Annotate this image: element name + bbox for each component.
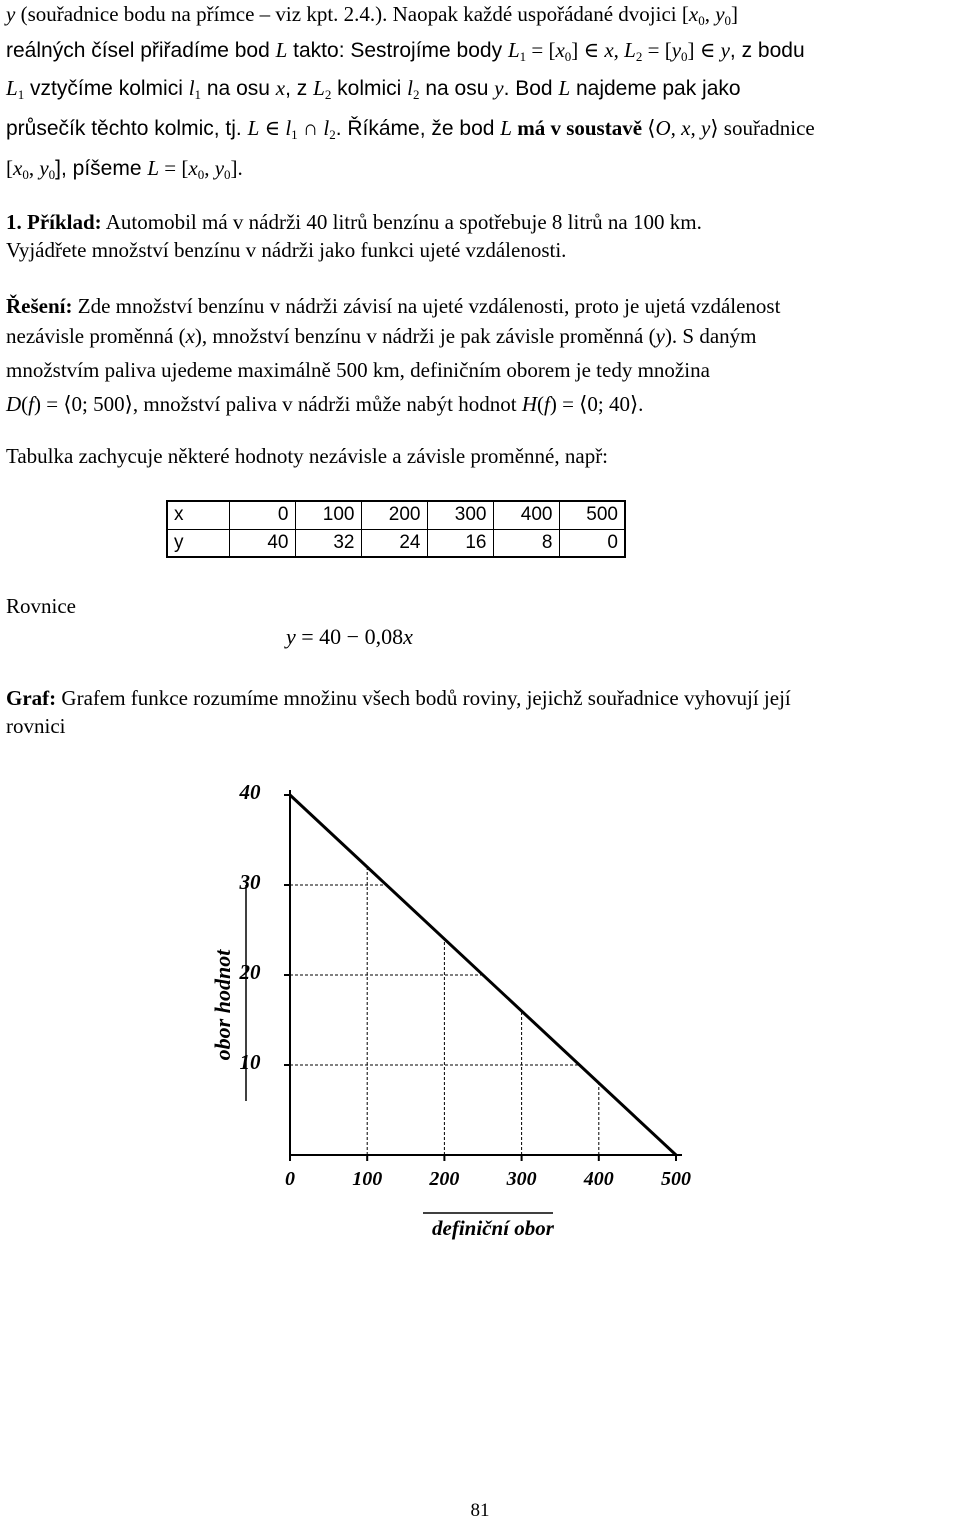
var: l — [407, 76, 413, 100]
text: = 40 − 0,08 — [295, 624, 404, 649]
y-tick-label: 20 — [239, 960, 261, 984]
x-tick-label: 200 — [429, 1168, 460, 1190]
y-tick-label: 40 — [239, 780, 261, 804]
var: x — [403, 624, 413, 649]
text: ⟩ — [710, 116, 719, 140]
intro-line-1 — [6, 2, 956, 27]
sub: 0 — [681, 49, 688, 64]
var: x — [13, 156, 23, 180]
x-tick-label: 100 — [352, 1168, 383, 1190]
x-axis-label: definiční obor — [432, 1216, 554, 1240]
sub: 0 — [197, 167, 205, 182]
text: ( — [21, 392, 29, 416]
table-cell: 32 — [295, 529, 361, 557]
table-cell: 100 — [295, 501, 361, 529]
text: ), množství benzínu v nádrži je pak závisle proměnná ( — [194, 324, 656, 348]
x-tick-label: 300 — [506, 1168, 537, 1190]
sub: 1 — [17, 87, 25, 102]
line-chart — [200, 770, 720, 1245]
var: y — [494, 76, 504, 100]
var: y — [671, 38, 682, 62]
var: x — [188, 156, 198, 180]
example-line-1 — [6, 210, 702, 235]
text: , — [613, 38, 625, 62]
var: L — [247, 116, 260, 140]
sub: 1 — [194, 87, 202, 102]
text: ], píšeme — [55, 157, 148, 180]
var: l — [285, 116, 292, 140]
solution-line-1 — [6, 294, 780, 319]
sub: 0 — [698, 13, 705, 28]
sub: 0 — [48, 167, 56, 182]
table-cell: 400 — [493, 501, 559, 529]
text: ⟨ — [642, 116, 656, 140]
var: L — [275, 38, 288, 62]
var: L — [6, 76, 18, 100]
x-tick-label: 0 — [285, 1168, 295, 1190]
var: x — [688, 2, 699, 26]
var: L — [507, 38, 520, 62]
var: O, x, y — [655, 116, 711, 140]
text: ] ∈ — [571, 38, 605, 62]
text: , — [204, 156, 215, 180]
sub: 0 — [224, 167, 231, 182]
text: takto: Sestrojíme body — [287, 39, 508, 62]
table-cell: y — [167, 529, 229, 557]
equation-label: Rovnice — [6, 594, 76, 618]
text: ∩ — [297, 116, 324, 140]
text: kolmici — [331, 77, 408, 100]
y-axis-label: obor hodnot — [210, 949, 235, 1061]
sub: 0 — [564, 49, 572, 64]
solution-text: množstvím paliva ujedeme maximálně 500 km, definičním oborem je tedy množina — [6, 358, 710, 382]
text: najdeme pak jako — [570, 77, 741, 100]
table-cell: 300 — [427, 501, 493, 529]
text: ) = ⟨0; 40⟩ — [549, 392, 639, 416]
var: l — [188, 76, 195, 100]
var: y — [286, 624, 296, 649]
var: x — [604, 38, 614, 62]
text: reálných čísel přiřadíme bod — [6, 39, 276, 62]
y-tick-label: 10 — [239, 1050, 261, 1074]
text: ] — [731, 2, 739, 26]
text: ). S daným — [664, 324, 757, 348]
text: = [ — [159, 156, 189, 180]
page-number: 81 — [470, 1500, 490, 1521]
graph-line-2: rovnici — [6, 714, 66, 738]
var: L — [313, 76, 325, 100]
text: , z bodu — [729, 39, 805, 62]
var: x — [555, 38, 565, 62]
table-cell: 24 — [361, 529, 427, 557]
text: ]. — [230, 156, 243, 180]
sub: 2 — [324, 87, 332, 102]
example-heading: 1. Příklad: — [6, 210, 102, 234]
text: ∈ — [259, 116, 286, 140]
sub: 0 — [22, 167, 29, 182]
text: vztyčíme kolmici — [24, 77, 189, 100]
example-text: Automobil má v nádrži 40 litrů benzínu a spotřebuje 8 litrů na 100 km. — [101, 210, 702, 234]
sub: 2 — [635, 49, 643, 64]
table-cell: 40 — [229, 529, 295, 557]
sub: 1 — [291, 127, 298, 142]
text: , — [28, 156, 40, 180]
text: ] ∈ — [687, 38, 721, 62]
text: ( — [537, 392, 544, 416]
solution-line-3 — [6, 358, 710, 383]
bold-text: má v soustavě — [511, 116, 643, 140]
var: L — [147, 156, 160, 180]
text: (souřadnice bodu na přímce – viz kpt. 2.4.). Naopak každé uspořádané dvojici [ — [15, 2, 689, 26]
text: , množství paliva v nádrži může nabýt hodnot — [132, 392, 522, 416]
table-cell: 0 — [229, 501, 295, 529]
var: y — [720, 38, 730, 62]
text: . Bod — [503, 77, 559, 100]
text: = [ — [642, 38, 672, 62]
var: f — [544, 392, 550, 416]
solution-line-2 — [6, 324, 757, 349]
var: y — [655, 324, 665, 348]
text: , — [704, 2, 716, 26]
text: [ — [6, 156, 13, 180]
table-cell: 0 — [559, 529, 625, 557]
text: . Říkáme, že bod — [335, 117, 501, 140]
text: na osu — [419, 77, 495, 100]
text: ) = ⟨0; 500⟩ — [34, 392, 133, 416]
solution-heading: Řešení: — [6, 294, 73, 318]
table-intro: Tabulka zachycuje některé hodnoty nezávisle a závisle proměnné, např: — [6, 444, 609, 468]
table-cell: x — [167, 501, 229, 529]
intro-line-3 — [6, 76, 741, 101]
table-cell: 200 — [361, 501, 427, 529]
values-table — [166, 500, 626, 558]
example-line-2 — [6, 238, 566, 263]
y-tick-label: 30 — [239, 870, 261, 894]
sub: 2 — [329, 127, 336, 142]
x-tick-label: 400 — [583, 1168, 614, 1190]
intro-line-2 — [6, 38, 805, 63]
var: l — [323, 116, 330, 140]
intro-line-4 — [6, 116, 815, 141]
solution-line-4 — [6, 392, 643, 417]
sub: 0 — [724, 13, 732, 28]
text: . — [638, 392, 644, 416]
table-cell: 16 — [427, 529, 493, 557]
example-text: Vyjádřete množství benzínu v nádrži jako funkci ujeté vzdálenosti. — [6, 238, 567, 262]
graph-heading: Graf: — [6, 686, 57, 710]
var: L — [500, 116, 512, 140]
sub: 1 — [519, 49, 527, 64]
sub: 2 — [413, 87, 420, 102]
var: x — [185, 324, 195, 348]
graph-text: Grafem funkce rozumíme množinu všech bodů roviny, jejichž souřadnice vyhovují její — [56, 686, 791, 710]
var: y — [214, 156, 225, 180]
table-cell: 500 — [559, 501, 625, 529]
intro-line-5 — [6, 156, 243, 181]
var: f — [28, 392, 35, 416]
table-row-x — [167, 501, 625, 529]
x-tick-label: 500 — [661, 1168, 691, 1190]
var: D — [6, 392, 22, 416]
var: y — [715, 2, 725, 26]
text: nezávisle proměnná ( — [6, 324, 186, 348]
var-y: y — [6, 2, 16, 26]
text: na osu — [201, 77, 276, 100]
text: souřadnice — [718, 116, 815, 140]
text: průsečík těchto kolmic, tj. — [6, 117, 248, 140]
table-row-y — [167, 529, 625, 557]
solution-text: Zde množství benzínu v nádrži závisí na ujeté vzdálenosti, proto je ujetá vzdálenost — [72, 294, 781, 318]
var: L — [624, 38, 636, 62]
table-cell: 8 — [493, 529, 559, 557]
equation — [286, 624, 413, 650]
var: H — [521, 392, 537, 416]
text: = [ — [526, 38, 556, 62]
graph-line-1 — [6, 686, 791, 711]
text: , z — [285, 77, 314, 100]
var: x — [275, 76, 286, 100]
var: y — [39, 156, 49, 180]
var: L — [558, 76, 571, 100]
